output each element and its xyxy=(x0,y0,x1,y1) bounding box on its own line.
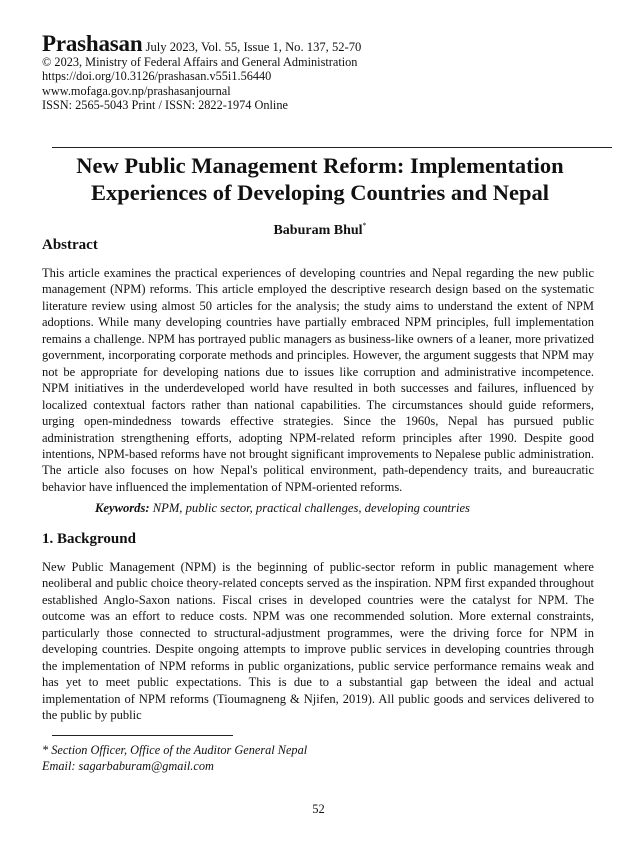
author-name: Baburam Bhul xyxy=(273,223,363,238)
journal-website-link[interactable]: www.mofaga.gov.np/prashasanjournal xyxy=(42,83,231,98)
doi-link[interactable]: https://doi.org/10.3126/prashasan.v55i1.56440 xyxy=(42,69,272,84)
issn-info: ISSN: 2565-5043 Print / ISSN: 2822-1974 Online xyxy=(42,98,288,113)
footnote-affiliation: * Section Officer, Office of the Auditor General Nepal xyxy=(42,743,308,757)
keywords-label: Keywords: xyxy=(95,501,150,515)
article-title xyxy=(30,152,610,206)
masthead-line1 xyxy=(42,31,602,56)
keywords-list: NPM, public sector, practical challenges, developing countries xyxy=(149,501,470,515)
author-byline xyxy=(30,221,610,239)
article-title-line1: New Public Management Reform: Implementation xyxy=(76,153,564,178)
copyright-notice: © 2023, Ministry of Federal Affairs and General Administration xyxy=(42,54,358,69)
journal-name: Prashasan xyxy=(42,31,143,56)
footnote-email[interactable]: Email: sagarbaburam@gmail.com xyxy=(42,759,214,773)
journal-masthead xyxy=(42,31,602,113)
background-body: New Public Management (NPM) is the beginning of public-sector reform in public management where neoliberal and public choice theory-related concepts served as the inspiration. NPM first expanded throughout established Anglo-Saxon nations. Fiscal crises in developed countries were the catalyst for NPM. The outcome was an effort to reduce costs. NPM was one recommended solution. More external constraints, particularly those connected to structural-adjustment programmes, were the driving force for NPM in developing countries. Despite ongoing attempts to improve public services in developing countries through the implementation of NPM reforms in public organizations, public service performance remains weak and has yet to meet public expectations. This is due to a substantial gap between the ideal and actual implementation of NPM reforms (Tioumagneng & Njifen, 2019). All public goods and services delivered to the public by public xyxy=(42,560,594,723)
keywords-line xyxy=(95,501,470,516)
page-number: 52 xyxy=(312,802,325,816)
section-heading-background: 1. Background xyxy=(42,531,136,547)
footnote-divider xyxy=(52,735,233,736)
article-title-line2: Experiences of Developing Countries and Nepal xyxy=(90,180,550,205)
author-footnote xyxy=(42,742,307,774)
abstract-body: This article examines the practical experiences of developing countries and Nepal regarding the new public management (NPM) reforms. This article employed the descriptive research design based on the systematic literature review using almost 50 articles for the analysis; the study aims to understand the extent of NPM adoptions. While many developing countries have partially embraced NPM principles, full implementation remains a challenge. NPM has portrayed public managers as business-like owners of a leaner, more privatized government, incorporating corporate methods and principles. However, the argument suggests that NPM may not be appropriate for developing nations due to issues like corruption and administrative incompetence. NPM initiatives in the underdeveloped world have resulted in both successes and failures, influenced by localized contextual factors rather than national capabilities. The circumstances should guide reformers, urging open-mindedness towards effective strategies. Since the 1960s, Nepal has pursued public administration strengthening efforts, adopting NPM-related reform principles after 1990. Despite good intentions, NPM-based reforms have not brought significant improvements to Nepalese public administration. The article also focuses on how Nepal's political environment, path-dependency traits, and bureaucratic behavior have influenced the implementation of NPM-oriented reforms. xyxy=(42,266,594,494)
header-divider xyxy=(52,147,612,148)
abstract-heading: Abstract xyxy=(42,237,98,253)
author-footnote-marker: * xyxy=(362,221,367,230)
issue-citation: July 2023, Vol. 55, Issue 1, No. 137, 52-70 xyxy=(142,40,362,54)
